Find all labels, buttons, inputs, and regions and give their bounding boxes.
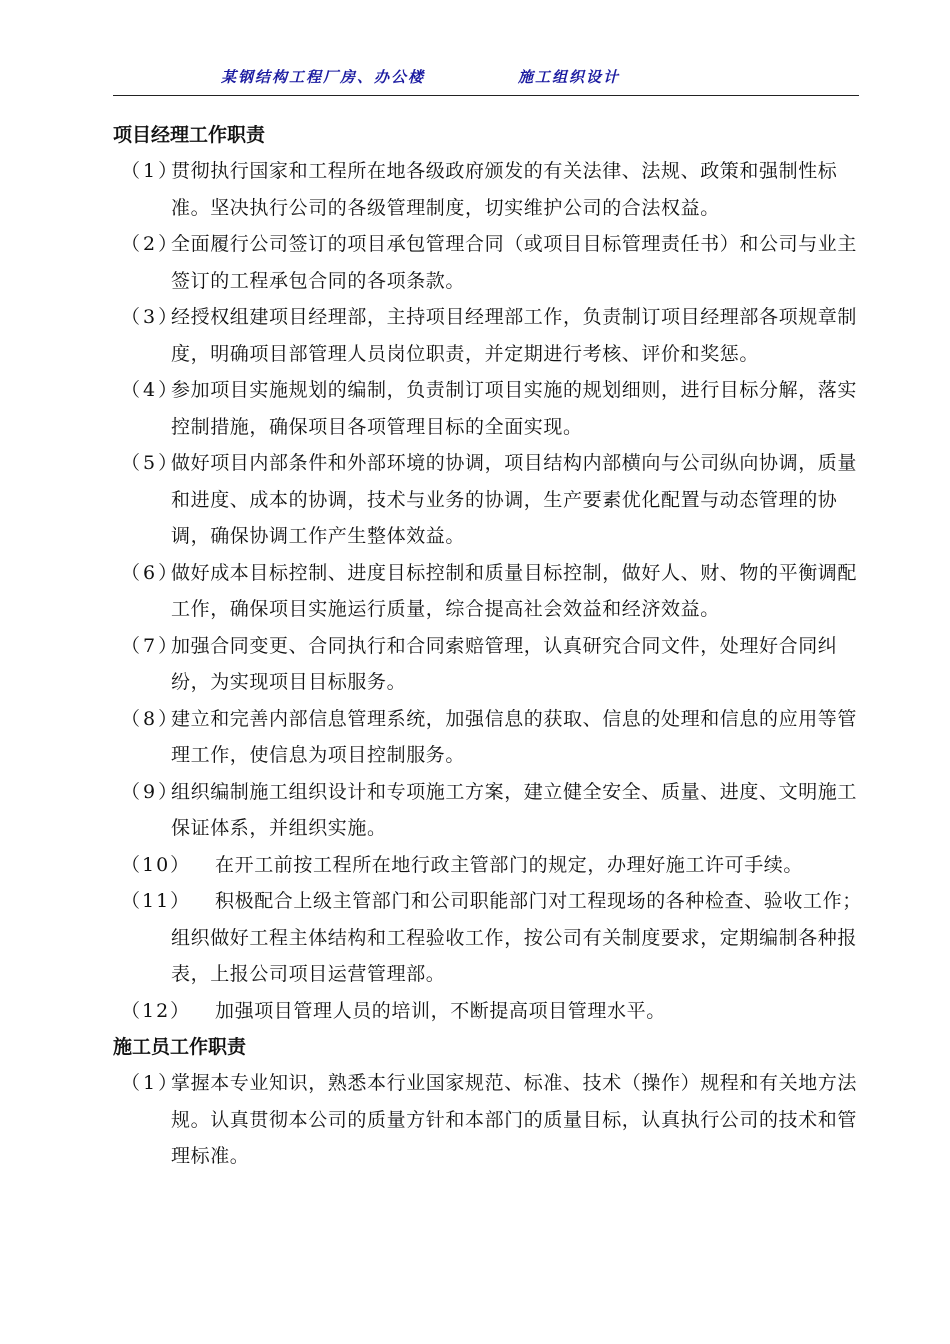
- item-number: （9）: [121, 780, 181, 803]
- list-item: [113, 774, 861, 847]
- item-number: （6）: [121, 561, 181, 584]
- item-number: （3）: [121, 306, 181, 328]
- header-divider: [113, 95, 859, 96]
- item-text: 经授权组建项目经理部，主持项目经理部工作，负责制订项目经理部各项规章制度，明确项目部管理人员岗位职责，并定期进行考核、评价和奖惩。: [171, 306, 858, 365]
- section-heading-construction-staff: 施工员工作职责: [113, 1036, 247, 1058]
- list-item: [113, 372, 861, 445]
- item-number: （5）: [121, 452, 181, 474]
- item-number: （1）: [121, 1072, 181, 1094]
- list-item: [113, 628, 861, 701]
- item-number: （8）: [121, 707, 181, 730]
- item-text: 掌握本专业知识，熟悉本行业国家规范、标准、技术（操作）规程和有关地方法规。认真贯彻本公司的质量方针和本部门的质量目标，认真执行公司的技术和管理标准。: [171, 1072, 858, 1167]
- item-number: （10）: [121, 853, 192, 876]
- item-text: 做好成本目标控制、进度目标控制和质量目标控制，做好人、财、物的平衡调配工作，确保项目实施运行质量，综合提高社会效益和经济效益。: [171, 561, 858, 620]
- list-item: [113, 993, 871, 1030]
- list-item: [113, 299, 861, 372]
- section-heading-project-manager: 项目经理工作职责: [113, 124, 266, 146]
- item-text: 积极配合上级主管部门和公司职能部门对工程现场的各种检查、验收工作；组织做好工程主体结构和工程验收工作，按公司有关制度要求，定期编制各种报表，上报公司项目运营管理部。: [171, 890, 862, 985]
- list-item: [113, 701, 861, 774]
- item-text: 建立和完善内部信息管理系统，加强信息的获取、信息的处理和信息的应用等管理工作，使信息为项目控制服务。: [171, 707, 858, 766]
- item-text: 在开工前按工程所在地行政主管部门的规定，办理好施工许可手续。: [215, 853, 804, 876]
- item-text: 贯彻执行国家和工程所在地各级政府颁发的有关法律、法规、政策和强制性标准。坚决执行公司的各级管理制度，切实维护公司的合法权益。: [171, 160, 838, 219]
- list-item: [113, 1065, 861, 1175]
- list-item: [113, 847, 871, 884]
- item-number: （7）: [121, 634, 181, 657]
- item-text: 组织编制施工组织设计和专项施工方案，建立健全安全、质量、进度、文明施工保证体系，并组织实施。: [171, 780, 858, 839]
- item-text: 做好项目内部条件和外部环境的协调，项目结构内部横向与公司纵向协调，质量和进度、成本的协调，技术与业务的协调，生产要素优化配置与动态管理的协调，确保协调工作产生整体效益。: [171, 452, 858, 547]
- list-item: [113, 226, 861, 299]
- item-text: 加强合同变更、合同执行和合同索赔管理，认真研究合同文件，处理好合同纠纷，为实现项目目标服务。: [171, 634, 838, 693]
- item-number: （4）: [121, 379, 181, 401]
- list-item: [113, 153, 861, 226]
- header-project-title: 某钢结构工程厂房、办公楼: [221, 68, 426, 86]
- document-body: [113, 117, 873, 1175]
- item-number: （2）: [121, 233, 181, 255]
- page-header: [113, 62, 859, 94]
- list-item: [113, 883, 871, 993]
- list-item: [113, 555, 861, 628]
- list-item: [113, 445, 861, 555]
- item-number: （12）: [121, 999, 192, 1022]
- header-document-type: 施工组织设计: [518, 68, 621, 86]
- item-number: （1）: [121, 160, 181, 182]
- item-text: 参加项目实施规划的编制，负责制订项目实施的规划细则，进行目标分解，落实控制措施，确保项目各项管理目标的全面实现。: [171, 379, 858, 438]
- item-text: 全面履行公司签订的项目承包管理合同（或项目目标管理责任书）和公司与业主签订的工程承包合同的各项条款。: [171, 233, 858, 292]
- item-text: 加强项目管理人员的培训，不断提高项目管理水平。: [215, 999, 666, 1022]
- item-number: （11）: [121, 890, 192, 912]
